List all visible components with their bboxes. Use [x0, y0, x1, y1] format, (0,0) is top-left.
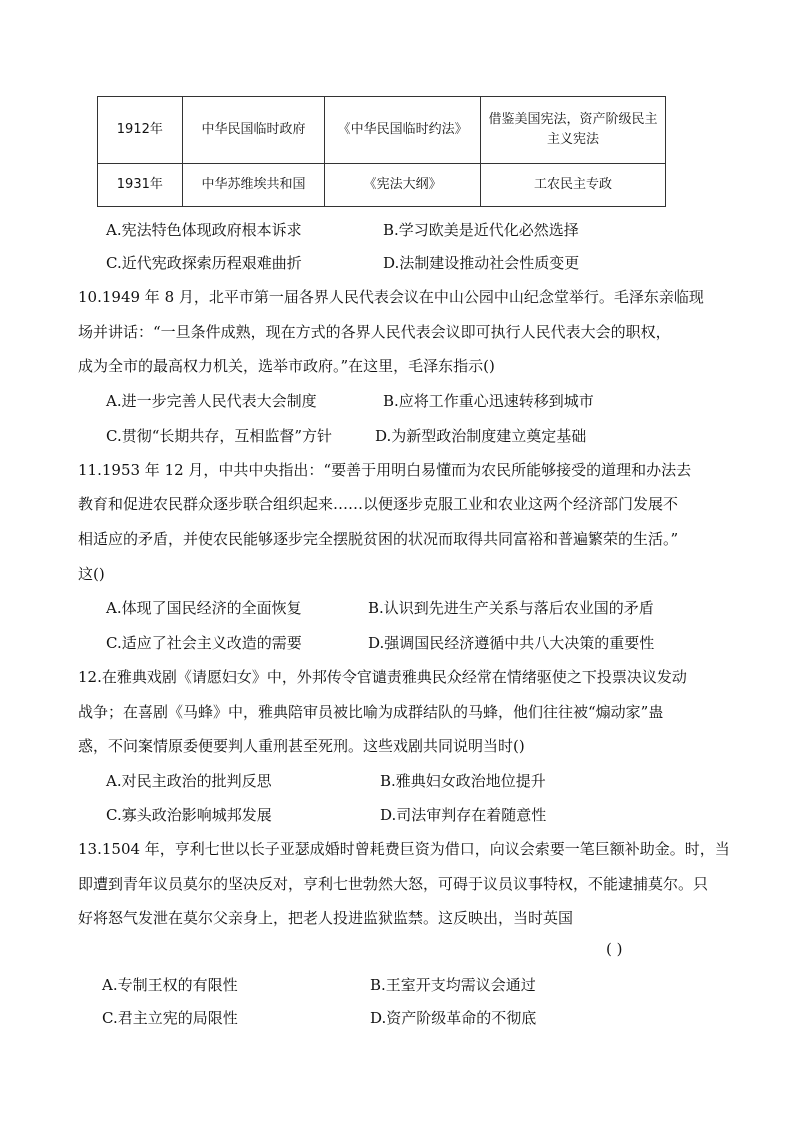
q11-option-b[interactable]: B.认识到先进生产关系与落后农业国的矛盾	[368, 599, 654, 617]
q10-stem-line: 场并讲话：“一旦条件成熟，现在方式的各界人民代表会议即可执行人民代表大会的职权，	[78, 323, 671, 341]
q11-stem-line: 教育和促进农民群众逐步联合组织起来……以便逐步克服工业和农业这两个经济部门发展不	[78, 495, 679, 513]
q11-stem-line: 这()	[78, 565, 105, 583]
q10-stem-line: 10.1949 年 8 月，北平市第一届各界人民代表会议在中山公园中山纪念堂举行。毛泽东亲临现	[78, 288, 704, 306]
q11-option-a[interactable]: A.体现了国民经济的全面恢复	[106, 599, 302, 617]
q9-option-b[interactable]: B.学习欧美是近代化必然选择	[383, 221, 579, 239]
q13-option-b[interactable]: B.王室开支均需议会通过	[370, 976, 536, 994]
q10-option-a[interactable]: A.进一步完善人民代表大会制度	[106, 392, 317, 410]
history-table	[97, 96, 666, 207]
q13-option-a[interactable]: A.专制王权的有限性	[102, 976, 238, 994]
table-cell: 中华苏维埃共和国	[182, 164, 325, 207]
table-row	[98, 97, 666, 164]
q11-option-c[interactable]: C.适应了社会主义改造的需要	[106, 634, 302, 652]
table-cell: 《宪法大纲》	[325, 164, 481, 207]
q10-option-b[interactable]: B.应将工作重心迅速转移到城市	[383, 392, 594, 410]
q13-option-c[interactable]: C.君主立宪的局限性	[102, 1009, 238, 1027]
q12-option-c[interactable]: C.寡头政治影响城邦发展	[106, 806, 272, 824]
q11-stem-line: 11.1953 年 12 月，中共中央指出：“要善于用明白易懂而为农民所能够接受的道理和办法去	[78, 461, 692, 479]
q12-stem-line: 惑，不问案情原委便要判人重刑甚至死刑。这些戏剧共同说明当时()	[78, 737, 525, 755]
table-cell: 《中华民国临时约法》	[325, 97, 481, 164]
q13-stem-line: 13.1504 年，亨利七世以长子亚瑟成婚时曾耗费巨资为借口，向议会索要一笔巨额补助金。时，当	[78, 840, 730, 858]
table-cell: 借鉴美国宪法，资产阶级民主主义宪法	[480, 97, 665, 164]
q10-option-c[interactable]: C.贯彻“长期共存，互相监督”方针	[106, 427, 333, 445]
q9-option-a[interactable]: A.宪法特色体现政府根本诉求	[106, 221, 302, 239]
q12-option-b[interactable]: B.雅典妇女政治地位提升	[380, 772, 546, 790]
table-cell: 1931年	[98, 164, 183, 207]
table-cell: 1912年	[98, 97, 183, 164]
table-row	[98, 164, 666, 207]
q13-stem-line: 即遭到青年议员莫尔的坚决反对，亨利七世勃然大怒，可碍于议员议事特权，不能逮捕莫尔。只	[78, 875, 709, 893]
q9-option-d[interactable]: D.法制建设推动社会性质变更	[383, 254, 580, 272]
q11-stem-line: 相适应的矛盾，并使农民能够逐步完全摆脱贫困的状况而取得共同富裕和普遍繁荣的生活。”	[78, 530, 679, 548]
q12-stem-line: 12.在雅典戏剧《请愿妇女》中，外邦传令官谴责雅典民众经常在情绪驱使之下投票决议发动	[78, 668, 687, 686]
q10-option-d[interactable]: D.为新型政治制度建立奠定基础	[375, 427, 587, 445]
q11-option-d[interactable]: D.强调国民经济遵循中共八大决策的重要性	[368, 634, 655, 652]
q9-option-c[interactable]: C.近代宪政探索历程艰难曲折	[106, 254, 302, 272]
q13-option-d[interactable]: D.资产阶级革命的不彻底	[370, 1009, 537, 1027]
q12-option-a[interactable]: A.对民主政治的批判反思	[106, 772, 272, 790]
table-cell: 工农民主专政	[480, 164, 665, 207]
q10-stem-line: 成为全市的最高权力机关，选举市政府。”在这里，毛泽东指示()	[78, 357, 495, 375]
q12-stem-line: 战争；在喜剧《马蜂》中，雅典陪审员被比喻为成群结队的马蜂，他们往往被“煽动家”蛊	[78, 703, 664, 721]
table-cell: 中华民国临时政府	[182, 97, 325, 164]
answer-blank[interactable]: ( )	[606, 940, 623, 958]
q12-option-d[interactable]: D.司法审判存在着随意性	[380, 806, 547, 824]
q13-stem-line: 好将怒气发泄在莫尔父亲身上，把老人投进监狱监禁。这反映出，当时英国	[78, 909, 574, 927]
